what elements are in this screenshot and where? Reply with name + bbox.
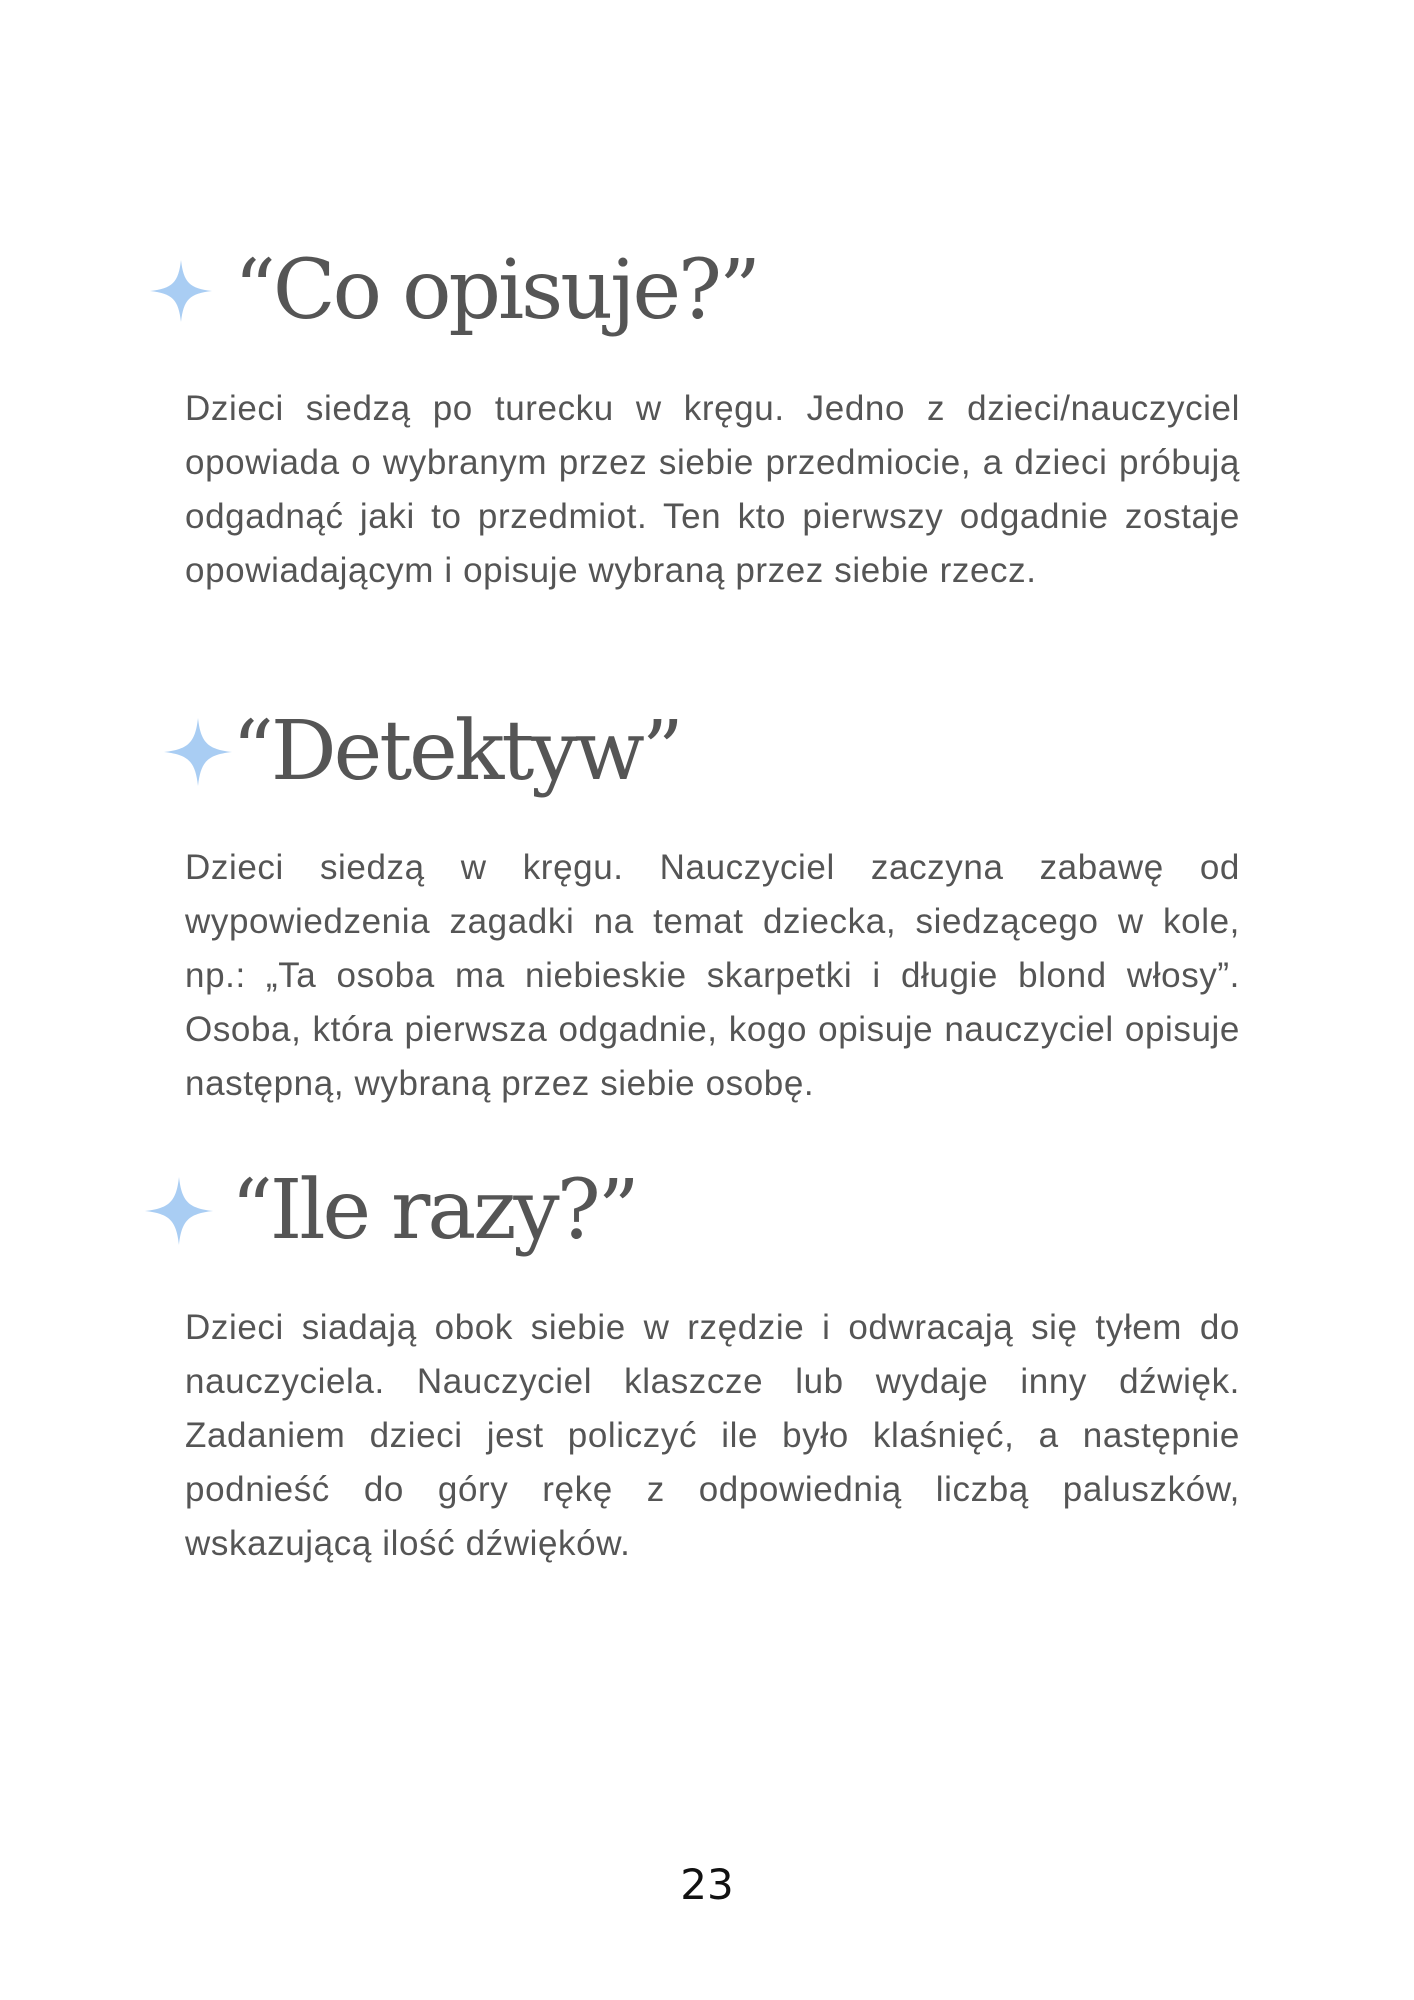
- section-title: “Detektyw”: [232, 704, 681, 799]
- section-heading-ile-razy: [145, 1156, 637, 1266]
- sparkle-icon: [164, 718, 232, 786]
- sparkle-icon: [145, 1177, 213, 1245]
- section-body: Dzieci siadają obok siebie w rzędzie i odwracają się tyłem do nauczyciela. Nauczyciel klaszcze lub wydaje inny dźwięk. Zadaniem dzieci jest policzyć ile było klaśnięć, a następnie podnieść do góry rękę z odpowiednią liczbą paluszków, wskazującą ilość dźwięków.: [185, 1308, 1240, 1563]
- section-heading-co-opisuje: [150, 236, 758, 346]
- section-title: “Co opisuje?”: [234, 243, 758, 338]
- sparkle-icon: [150, 260, 212, 322]
- section-title: “Ile razy?”: [231, 1163, 637, 1258]
- section-body: Dzieci siedzą po turecku w kręgu. Jedno z dzieci/nauczyciel opowiada o wybranym przez siebie przedmiocie, a dzieci próbują odgadnąć jaki to przedmiot. Ten kto pierwszy odgadnie zostaje opowiadającym i opisuje wybraną przez siebie rzecz.: [185, 389, 1240, 590]
- page-number: 23: [680, 1860, 734, 1909]
- section-heading-detektyw: [164, 697, 681, 807]
- section-body: Dzieci siedzą w kręgu. Nauczyciel zaczyna zabawę od wypowiedzenia zagadki na temat dziecka, siedzącego w kole, np.: „Ta osoba ma niebieskie skarpetki i długie blond włosy”. Osoba, która pierwsza odgadnie, kogo opisuje nauczyciel opisuje następną, wybraną przez siebie osobę.: [185, 848, 1240, 1103]
